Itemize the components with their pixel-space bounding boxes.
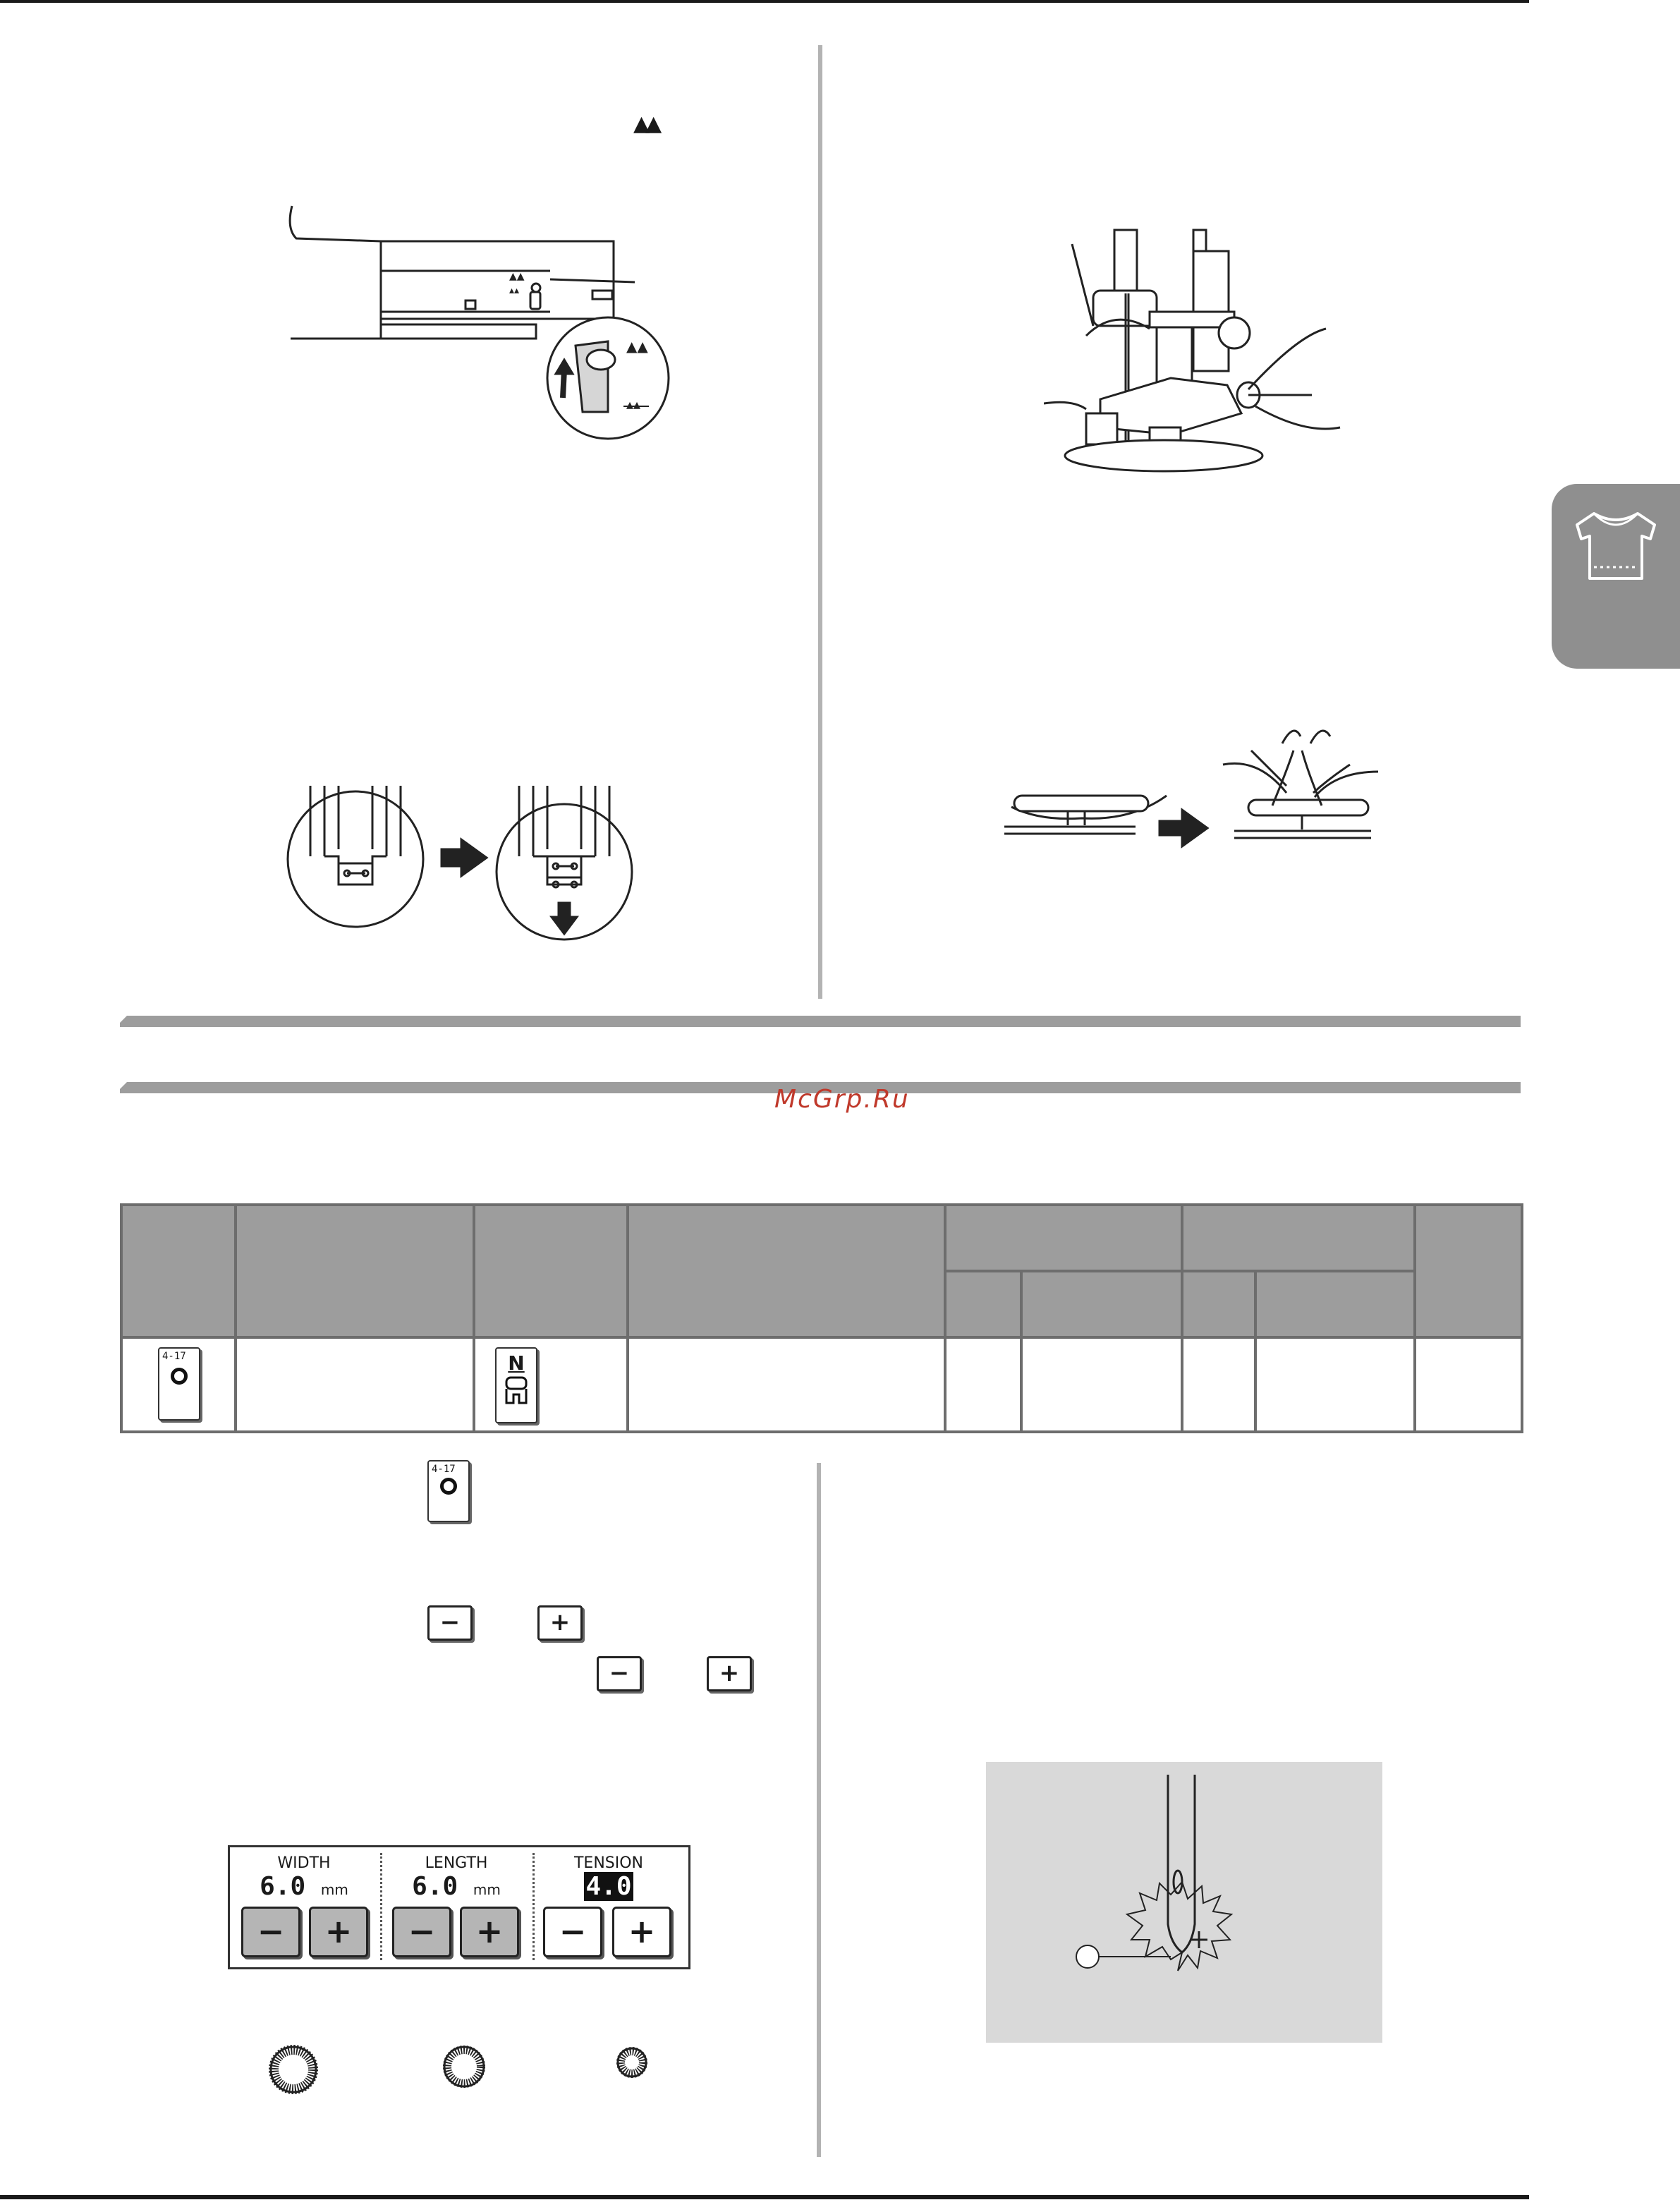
tension-label: TENSION (573, 1854, 644, 1872)
table-cell (945, 1337, 1021, 1432)
inline-stitch-key-code: 4-17 (432, 1464, 456, 1475)
tension-setting (535, 1847, 683, 1967)
feed-dog-symbol: ▲▲ (633, 111, 658, 136)
table-cell-presser-foot (474, 1337, 628, 1432)
table-cell (628, 1337, 945, 1432)
top-rule (0, 0, 1529, 3)
length-value: 6.0 (412, 1872, 458, 1901)
watermark: McGrp.Ru (774, 1085, 910, 1114)
length-label: LENGTH (425, 1854, 488, 1872)
bottom-rule (0, 2195, 1529, 2199)
width-plus-button[interactable]: + (309, 1907, 368, 1957)
width-minus-button[interactable]: − (241, 1907, 300, 1957)
tension-value: 4.0 (585, 1872, 632, 1901)
table-header-cell (1182, 1205, 1415, 1271)
eyelet-size-samples (254, 2038, 677, 2102)
svg-text:▲▲: ▲▲ (509, 271, 525, 282)
table-header-cell (1182, 1271, 1255, 1337)
figure-needle-punch (986, 1762, 1382, 2043)
table-header-cell (236, 1205, 474, 1337)
stitch-key-code: 4-17 (162, 1351, 186, 1362)
svg-text:▴▴: ▴▴ (626, 396, 641, 413)
tension-plus-button[interactable]: + (612, 1907, 671, 1957)
table-header-cell (945, 1205, 1182, 1271)
table-header-cell (945, 1271, 1021, 1337)
table-cell (1255, 1337, 1415, 1432)
eyelet-dot-icon (171, 1368, 188, 1385)
stitch-settings-panel (228, 1845, 690, 1969)
figure-presser-foot-thread (1044, 223, 1354, 491)
eyelet-dot-icon (440, 1478, 457, 1495)
length-minus-button[interactable]: − (392, 1907, 451, 1957)
width-value: 6.0 (260, 1872, 306, 1901)
stitch-key-icon (158, 1347, 200, 1421)
length-setting (382, 1847, 530, 1967)
tension-minus-button[interactable]: − (543, 1907, 602, 1957)
table-cell (1415, 1337, 1522, 1432)
table-cell (236, 1337, 474, 1432)
width-setting (230, 1847, 378, 1967)
table-header-cell (1255, 1271, 1415, 1337)
section-band-top (120, 1016, 1521, 1027)
svg-text:▴▴: ▴▴ (509, 285, 520, 296)
length-plus-key: + (707, 1656, 752, 1691)
width-minus-key: − (427, 1605, 473, 1641)
table-row (121, 1337, 1522, 1432)
width-unit: mm (320, 1881, 348, 1898)
length-unit: mm (473, 1881, 501, 1898)
table-header-cell (1021, 1271, 1182, 1337)
callout-dot-icon (1076, 1945, 1099, 1968)
length-plus-button[interactable]: + (460, 1907, 519, 1957)
figure-button-threads (997, 722, 1378, 849)
chapter-side-tab (1552, 484, 1680, 669)
width-plus-key: + (537, 1605, 583, 1641)
length-minus-key: − (597, 1656, 642, 1691)
table-cell-stitch-key (121, 1337, 236, 1432)
inline-stitch-key (427, 1460, 470, 1522)
table-cell (1021, 1337, 1182, 1432)
shirt-icon (1552, 484, 1680, 669)
stitch-settings-table (120, 1203, 1523, 1433)
figure-feed-dogs-lower (282, 779, 642, 948)
table-header-cell (121, 1205, 236, 1337)
table-header-cell (474, 1205, 628, 1337)
column-divider-top (818, 45, 822, 999)
presser-foot-icon (495, 1347, 537, 1423)
table-cell (1182, 1337, 1255, 1432)
column-divider-bottom (817, 1463, 821, 2157)
presser-foot-letter: N (508, 1351, 525, 1375)
foot-shape-icon (502, 1375, 530, 1407)
width-label: WIDTH (277, 1854, 331, 1872)
table-header-cell (628, 1205, 945, 1337)
table-header-cell (1415, 1205, 1522, 1337)
figure-feed-dog-lever (282, 200, 677, 440)
svg-text:▲▲: ▲▲ (626, 338, 648, 355)
